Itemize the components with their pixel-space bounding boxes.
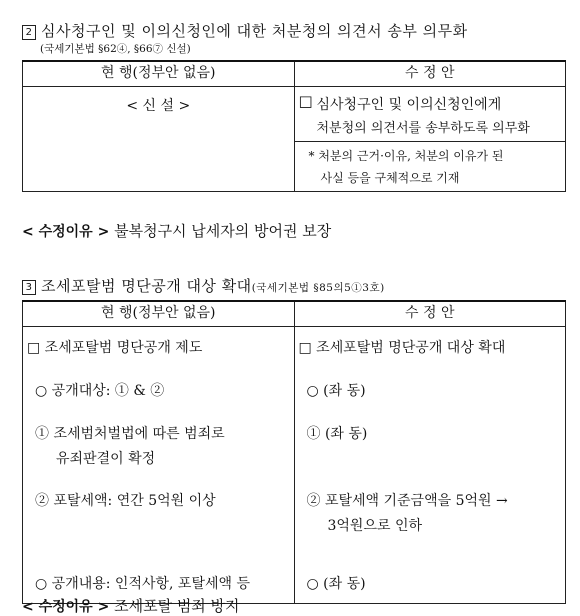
section-2-title [22,20,468,41]
proposed-row-2: ○ (좌 동) [306,383,366,399]
comparison-table-2 [22,300,566,604]
amendment-reason-2 [22,595,240,616]
section-3-title-text: 조세포탈범 명단공개 대상 확대 [41,277,252,295]
header-proposed: 수 정 안 [294,301,566,327]
proposed-row-1: □ 조세포탈범 명단공개 대상 확대 [298,340,506,356]
current-row-1: □ 조세포탈범 명단공개 제도 [27,340,203,356]
current-row-5: ○ 공개내용: 인적사항, 포탈세액 등 [35,576,250,592]
current-row-3: ① 조세범처벌법에 따른 범죄로 [35,426,225,442]
proposed-row-3: ① (좌 동) [306,426,368,442]
section-number: 3 [22,280,36,295]
section-2-legal-ref: (국세기본법 §62④, §66⑦ 신설) [40,43,191,55]
note-box [295,141,566,192]
comparison-table-1 [22,60,566,192]
reason-label: < 수정이유 > [22,224,110,240]
checkbox-square-icon: □ [298,92,313,110]
section-3-legal-ref: (국세기본법 §85의5①3호) [251,282,385,294]
note-line-2: 사실 등을 구체적으로 기재 [320,171,460,185]
proposed-cell [294,87,566,192]
note-line-1: * 처분의 근거·이유, 처분의 이유가 된 [308,149,504,163]
section-number: 2 [22,25,36,40]
current-cell [23,327,295,604]
section-2-title-text: 심사청구인 및 이의신청인에 대한 처분청의 의견서 송부 의무화 [41,22,468,40]
header-proposed: 수 정 안 [294,61,566,87]
section-3-title [22,275,385,296]
current-row-3b: 유죄판결이 확정 [56,451,156,467]
amendment-reason-1 [22,220,331,241]
proposed-row-4: ② 포탈세액 기준금액을 5억원 → [306,493,508,509]
proposed-line-2: 처분청의 의견서를 송부하도록 의무화 [316,121,530,136]
header-current: 현 행(정부안 없음) [23,61,295,87]
proposed-row-5: ○ (좌 동) [306,576,366,592]
current-cell [23,87,295,192]
new-provision-label: < 신 설 > [126,98,191,114]
reason-text: 불복청구시 납세자의 방어권 보장 [114,222,332,240]
current-row-4: ② 포탈세액: 연간 5억원 이상 [35,493,216,509]
proposed-row-4b: 3억원으로 인하 [327,518,423,534]
proposed-line-1: 심사청구인 및 이의신청인에게 [316,97,502,113]
current-row-2: ○ 공개대상: ① & ② [35,383,165,399]
proposed-cell [294,327,566,604]
reason-label: < 수정이유 > [22,599,110,615]
header-current: 현 행(정부안 없음) [23,301,295,327]
reason-text: 조세포탈 범죄 방지 [114,597,240,615]
